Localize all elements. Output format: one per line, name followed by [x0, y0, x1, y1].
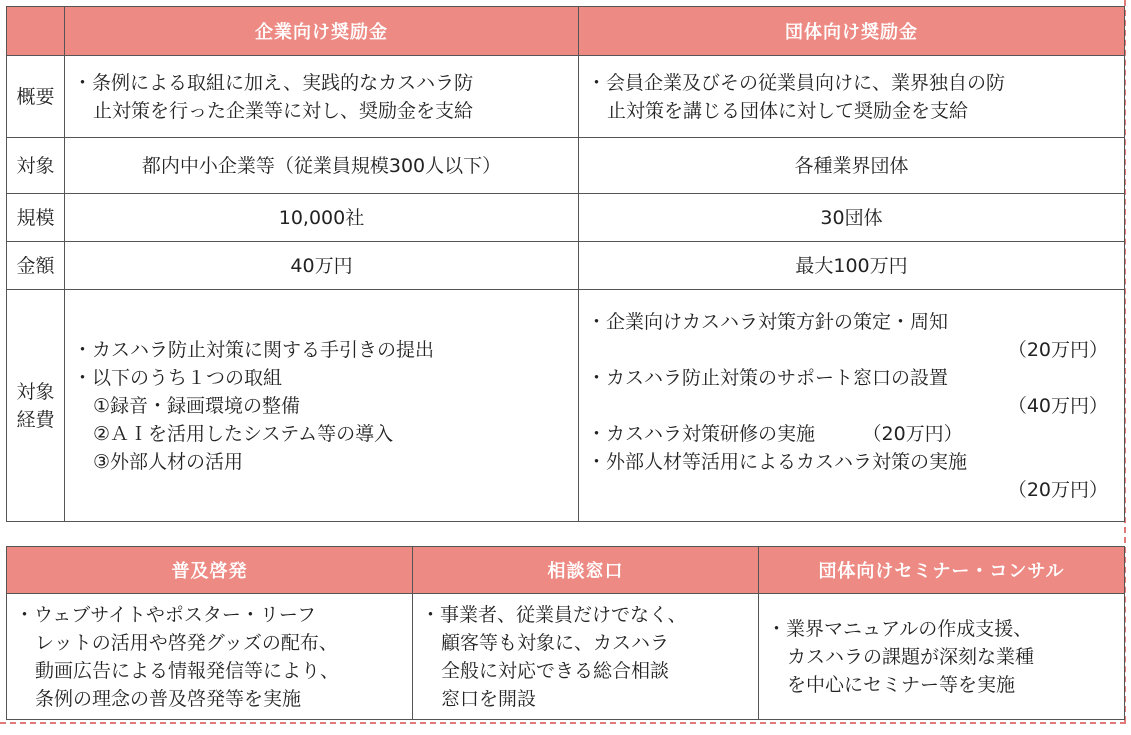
table-row-measures — [7, 594, 1125, 720]
consultation-line: ・事業者、従業員だけでなく、 — [421, 603, 687, 626]
overview-company-line: 止対策を行った企業等に対し、奨励金を支給 — [93, 99, 474, 122]
expenses-group-line: （20万円） — [1007, 478, 1108, 501]
other-measures-table — [6, 546, 1125, 720]
table-row-expenses — [7, 290, 1125, 522]
row-label-overview: 概要 — [7, 56, 65, 138]
incentive-table — [6, 6, 1125, 522]
page-border-bottom — [0, 722, 1126, 724]
scale-company: 10,000社 — [65, 194, 579, 242]
header-consultation: 相談窓口 — [413, 547, 759, 594]
consultation-line: 顧客等も対象に、カスハラ — [441, 631, 670, 654]
row-label-expenses — [7, 290, 65, 522]
expenses-group-line: ・外部人材等活用によるカスハラ対策の実施 — [587, 450, 968, 473]
row-label-scale: 規模 — [7, 194, 65, 242]
seminar-cell — [759, 594, 1125, 720]
consultation-line: 全般に対応できる総合相談 — [441, 659, 670, 682]
overview-group-line: 止対策を講じる団体に対して奨励金を支給 — [607, 99, 969, 122]
expenses-group-line: ・カスハラ対策研修の実施 （20万円） — [587, 422, 963, 445]
table-row-amount — [7, 242, 1125, 290]
seminar-line: ・業界マニュアルの作成支援、 — [767, 617, 1033, 640]
header-company-incentive: 企業向け奨励金 — [65, 7, 579, 56]
row-label-expenses-line: 対象 — [16, 380, 55, 403]
expenses-company-line: ③外部人材の活用 — [93, 450, 244, 473]
awareness-line: 動画広告による情報発信等により、 — [35, 659, 340, 682]
overview-group-line: ・会員企業及びその従業員向けに、業界独自の防 — [587, 71, 1006, 94]
overview-company-line: ・条例による取組に加え、実践的なカスハラ防 — [73, 71, 474, 94]
awareness-cell — [7, 594, 413, 720]
table-row-target — [7, 138, 1125, 194]
overview-group — [579, 56, 1125, 138]
awareness-line: レットの活用や啓発グッズの配布、 — [35, 631, 338, 654]
table-header-row — [7, 547, 1125, 594]
expenses-group-line: ・カスハラ防止対策のサポート窓口の設置 — [587, 366, 949, 389]
seminar-line: を中心にセミナー等を実施 — [787, 673, 1016, 696]
seminar-line: カスハラの課題が深刻な業種 — [787, 645, 1035, 668]
expenses-company-line: ②ＡＩを活用したシステム等の導入 — [93, 422, 394, 445]
header-seminar-consulting: 団体向けセミナー・コンサル — [759, 547, 1125, 594]
consultation-line: 窓口を開設 — [441, 687, 537, 710]
awareness-line: ・ウェブサイトやポスター・リーフ — [15, 603, 316, 626]
amount-group: 最大100万円 — [579, 242, 1125, 290]
expenses-company-line: ・カスハラ防止対策に関する手引きの提出 — [73, 338, 435, 361]
awareness-line: 条例の理念の普及啓発等を実施 — [35, 687, 302, 710]
expenses-group — [579, 290, 1125, 522]
header-corner — [7, 7, 65, 56]
expenses-group-line: （20万円） — [1007, 338, 1108, 361]
header-awareness: 普及啓発 — [7, 547, 413, 594]
expenses-company-line: ①録音・録画環境の整備 — [93, 394, 301, 417]
target-company: 都内中小企業等（従業員規模300人以下） — [65, 138, 579, 194]
expenses-company-line: ・以下のうち１つの取組 — [73, 366, 283, 389]
header-group-incentive: 団体向け奨励金 — [579, 7, 1125, 56]
expenses-company — [65, 290, 579, 522]
table-row-overview — [7, 56, 1125, 138]
table-row-scale — [7, 194, 1125, 242]
expenses-group-line: ・企業向けカスハラ対策方針の策定・周知 — [587, 310, 949, 333]
target-group: 各種業界団体 — [579, 138, 1125, 194]
row-label-target: 対象 — [7, 138, 65, 194]
row-label-expenses-line: 経費 — [16, 408, 55, 431]
overview-company — [65, 56, 579, 138]
amount-company: 40万円 — [65, 242, 579, 290]
scale-group: 30団体 — [579, 194, 1125, 242]
expenses-group-line: （40万円） — [1007, 394, 1108, 417]
consultation-cell — [413, 594, 759, 720]
row-label-amount: 金額 — [7, 242, 65, 290]
table-header-row — [7, 7, 1125, 56]
